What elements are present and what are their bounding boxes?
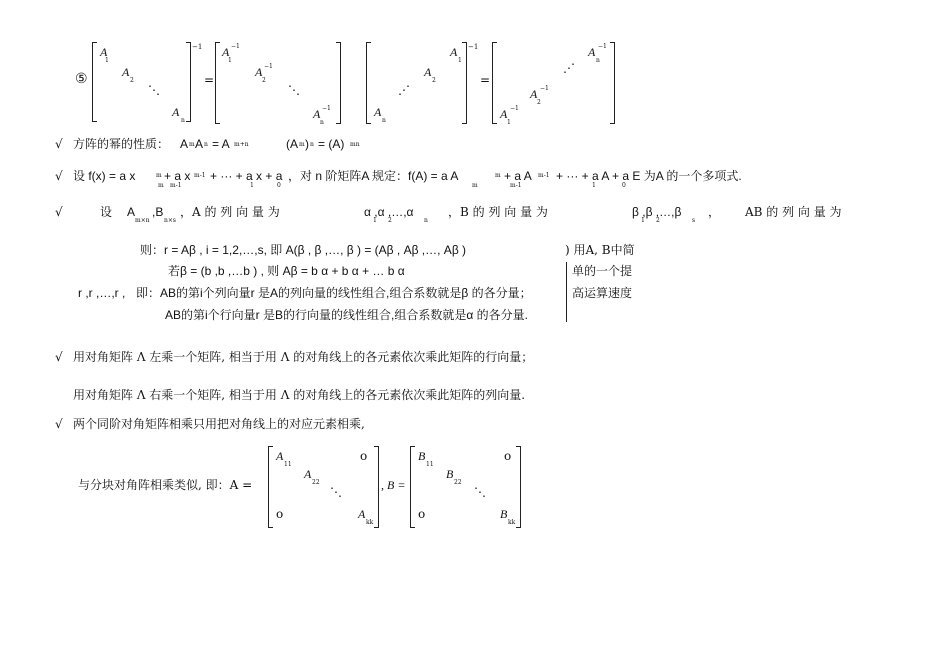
pow-f3b: ) — [305, 137, 309, 151]
if-line: 若β = (b ,b ,…b ) , 则 Aβ = b α + b α + … b α — [168, 264, 405, 278]
B-zero-top: o — [504, 449, 512, 463]
m4-s2: 2 — [537, 99, 541, 106]
ab-t1: ，A 的 列 向 量 为 — [180, 205, 280, 219]
poly-exp-m1-r: m-1 — [538, 172, 550, 179]
check-mark-1: √ — [55, 137, 63, 151]
poly-sub-m-r: m — [472, 182, 478, 189]
poly-p2: + ··· + a x + a — [210, 169, 283, 183]
A11: A — [276, 449, 284, 463]
ab-sub-a1: 1 — [373, 217, 377, 224]
poly-exp-m: m — [156, 172, 162, 179]
pow-f3: (A — [286, 137, 298, 151]
power-label: 方阵的幂的性质： — [73, 137, 170, 151]
matrix4-left-bracket — [492, 42, 497, 124]
m1-s2: 2 — [130, 77, 134, 84]
diag-left-line: 用对角矩阵 Λ 左乘一个矩阵, 相当于用 Λ 的对角线上的各元素依次乘此矩阵的行向量； — [73, 350, 534, 364]
pow-eq2: = (A) — [318, 137, 345, 151]
pow-e4: m — [299, 141, 305, 148]
poly-r1: + a A — [504, 169, 532, 183]
m2-s2: 2 — [262, 77, 266, 84]
m3-inverse-exp: −1 — [468, 43, 479, 51]
poly-p1: + a x — [164, 169, 191, 183]
two-diag-line: 两个同阶对角矩阵相乘只用把对角线上的对应元素相乘, — [73, 417, 365, 431]
side-note-2: 单的一个提 — [572, 264, 633, 278]
m2-en: −1 — [322, 105, 331, 112]
m4-antidots: ⋰ — [563, 61, 575, 75]
poly-label: 设 f(x) = a x — [73, 169, 136, 183]
matrix1-right-bracket — [186, 42, 191, 122]
pow-f1: A — [180, 137, 189, 151]
r-vectors: r ,r ,…,r , — [78, 286, 126, 300]
diag-right-line: 用对角矩阵 Λ 右乘一个矩阵, 相当于用 Λ 的对角线上的各元素依次乘此矩阵的列向量. — [73, 388, 526, 402]
eq-1: = — [204, 73, 215, 87]
m2-sn: n — [320, 119, 324, 126]
B22: B — [446, 467, 454, 481]
A22: A — [304, 467, 312, 481]
matrix2-left-bracket — [215, 42, 220, 124]
eq-2: = — [480, 73, 491, 87]
B22-sub: 22 — [454, 479, 462, 486]
poly-sub-0: 0 — [277, 182, 281, 189]
m3-s2: 2 — [432, 77, 436, 84]
m4-a2: A — [530, 87, 538, 101]
m1-s1: 1 — [105, 57, 109, 64]
m4-s1: 1 — [507, 119, 511, 126]
ab-beta: β ,β ,…,β — [632, 205, 682, 219]
m2-dots: ⋱ — [288, 83, 300, 97]
B11: B — [418, 449, 426, 463]
m1-sn: n — [181, 117, 185, 124]
pow-e3: m+n — [234, 141, 249, 148]
side-note-1: ) 用A, B中简 — [565, 243, 635, 257]
blockA-left-bracket — [268, 446, 273, 528]
pow-f2: A — [195, 137, 204, 151]
side-brace — [566, 262, 571, 322]
m2-a2: A — [255, 65, 263, 79]
m2-e1: −1 — [231, 43, 240, 50]
m4-an: A — [588, 45, 596, 59]
m2-an: A — [313, 107, 321, 121]
matrix4-right-bracket — [610, 42, 615, 124]
poly-exp-m-r: m — [495, 172, 501, 179]
block-mult-label: 与分块对角阵相乘类似, 即：A = — [78, 478, 253, 492]
m3-an: A — [374, 105, 382, 119]
ab-A: A — [127, 205, 136, 219]
comma-B-eq: , B = — [381, 478, 406, 492]
m1-inverse-exp: −1 — [192, 43, 203, 51]
pow-e2: n — [204, 141, 208, 148]
blockA-dots: ⋱ — [330, 485, 342, 499]
A-zero-top: o — [360, 449, 368, 463]
B11-sub: 11 — [426, 461, 434, 468]
m4-sn: n — [596, 57, 600, 64]
matrix3-left-bracket — [366, 42, 371, 124]
poly-mid: ，对 n 阶矩阵A 规定：f(A) = a A — [288, 169, 459, 183]
pow-e5: n — [310, 141, 314, 148]
ab-sub-bs: s — [692, 217, 696, 224]
poly-sub-m1: m-1 — [170, 182, 182, 189]
ab-sub-nxs: n×s — [164, 217, 176, 224]
blockB-left-bracket — [410, 446, 415, 528]
check-mark-5: √ — [55, 417, 63, 431]
m3-antidots: ⋰ — [398, 83, 410, 97]
ab-sub-mxn: m×n — [135, 217, 150, 224]
ab-sub-an: n — [424, 217, 428, 224]
pow-e1: m — [189, 141, 195, 148]
pow-e6: mn — [350, 141, 360, 148]
A11-sub: 11 — [284, 461, 292, 468]
ie-line: 即：AB的第i个列向量r 是A的列向量的线性组合,组合系数就是β 的各分量； — [136, 286, 532, 300]
Bkk: B — [500, 507, 508, 521]
m1-an: A — [172, 105, 180, 119]
B-zero-bottom: o — [418, 507, 426, 521]
ab-sub-b1: 1 — [641, 217, 645, 224]
ab-t3: ， — [708, 205, 721, 219]
ab-she: 设 — [100, 205, 113, 219]
matrix2-right-bracket — [336, 42, 341, 124]
m1-a1: A — [100, 45, 108, 59]
m2-e2: −1 — [264, 63, 273, 70]
side-note-3: 高运算速度 — [572, 286, 633, 300]
A-zero-bottom: o — [276, 507, 284, 521]
m2-s1: 1 — [228, 57, 232, 64]
m3-s1: 1 — [458, 57, 462, 64]
poly-r2: + ··· + a A + a E 为A 的一个多项式. — [556, 169, 742, 183]
check-mark-4: √ — [55, 350, 63, 364]
blockB-right-bracket — [516, 446, 521, 528]
poly-sub-1-r: 1 — [592, 182, 596, 189]
ab-t4: AB 的 列 向 量 为 — [745, 205, 842, 219]
pow-eq: = A — [212, 137, 230, 151]
ab-sub-b2: 2 — [656, 217, 660, 224]
check-mark-2: √ — [55, 169, 63, 183]
m4-a1: A — [500, 107, 508, 121]
poly-sub-1: 1 — [250, 182, 254, 189]
m4-en: −1 — [598, 43, 607, 50]
m3-a1: A — [450, 45, 458, 59]
poly-sub-0-r: 0 — [622, 182, 626, 189]
ab-row-line: AB的第i个行向量r 是B的行向量的线性组合,组合系数就是α 的各分量. — [165, 308, 528, 322]
matrix1-left-bracket — [92, 42, 97, 122]
m2-a1: A — [222, 45, 230, 59]
A22-sub: 22 — [312, 479, 320, 486]
m4-e2: −1 — [540, 85, 549, 92]
poly-exp-m1: m-1 — [194, 172, 206, 179]
m1-dots: ⋱ — [148, 83, 160, 97]
check-mark-3: √ — [55, 205, 63, 219]
ab-sub-a2: 2 — [388, 217, 392, 224]
ab-t2: ，B 的 列 向 量 为 — [448, 205, 548, 219]
blockA-right-bracket — [374, 446, 379, 528]
ab-B: ,B — [152, 205, 164, 219]
poly-sub-m1-r: m-1 — [510, 182, 522, 189]
Akk: A — [358, 507, 366, 521]
blockB-dots: ⋱ — [474, 485, 486, 499]
matrix3-right-bracket — [462, 42, 467, 124]
m3-sn: n — [382, 117, 386, 124]
Bkk-sub: kk — [508, 519, 516, 526]
m1-a2: A — [122, 65, 130, 79]
Akk-sub: kk — [366, 519, 374, 526]
then-line: 则：r = Aβ , i = 1,2,…,s, 即 A(β , β ,…, β ) = (Aβ , Aβ ,…, Aβ ) — [140, 243, 467, 257]
m4-e1: −1 — [510, 105, 519, 112]
item-number-5: ⑤ — [75, 71, 88, 87]
ab-alpha: α ,α ,…,α — [364, 205, 414, 219]
m3-a2: A — [424, 65, 432, 79]
poly-sub-m: m — [158, 182, 164, 189]
